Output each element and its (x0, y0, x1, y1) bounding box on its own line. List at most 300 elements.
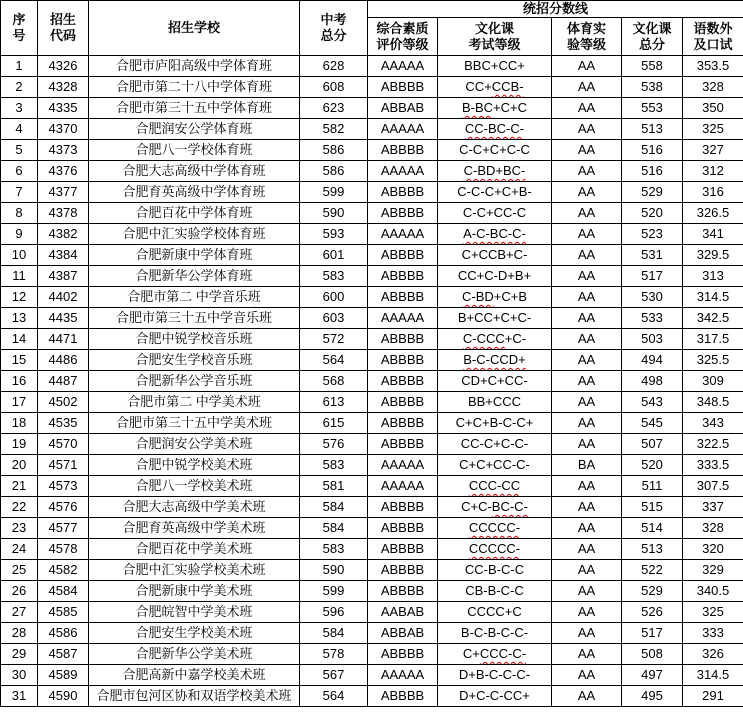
header-sports-grade: 体育实 验等级 (552, 18, 622, 56)
culture-total: 529 (622, 581, 683, 602)
admission-code: 4373 (38, 140, 89, 161)
sports-grade: AA (552, 161, 622, 182)
exam-grade: C+CCC-C- (438, 644, 552, 665)
culture-total: 520 (622, 203, 683, 224)
zhongkao-total: 600 (300, 287, 368, 308)
sports-grade: AA (552, 245, 622, 266)
admission-code: 4326 (38, 56, 89, 77)
zhongkao-total: 601 (300, 245, 368, 266)
row-no: 12 (1, 287, 38, 308)
table-header (1, 1, 743, 56)
school-name: 合肥安生学校美术班 (89, 623, 300, 644)
exam-grade: B-BC+C+C (438, 98, 552, 119)
culture-total: 531 (622, 245, 683, 266)
exam-grade: CC+C-D+B+ (438, 266, 552, 287)
exam-grade: C-C+C+C-C (438, 140, 552, 161)
zhongkao-total: 615 (300, 413, 368, 434)
sports-grade: AA (552, 182, 622, 203)
sports-grade: AA (552, 98, 622, 119)
culture-total: 543 (622, 392, 683, 413)
quality-grade: ABBBB (368, 518, 438, 539)
table-row (1, 665, 743, 686)
school-name: 合肥新华公学体育班 (89, 266, 300, 287)
row-no: 3 (1, 98, 38, 119)
exam-grade: C+C+CC-C- (438, 455, 552, 476)
row-no: 26 (1, 581, 38, 602)
quality-grade: ABBBB (368, 539, 438, 560)
quality-grade: ABBBB (368, 266, 438, 287)
table-row (1, 308, 743, 329)
culture-total: 523 (622, 224, 683, 245)
quality-grade: AAAAA (368, 161, 438, 182)
zhongkao-total: 603 (300, 308, 368, 329)
header-oral-score: 语数外 及口试 (683, 18, 743, 56)
admission-code: 4502 (38, 392, 89, 413)
spellcheck-underline: B-BC (461, 100, 494, 116)
table-row (1, 161, 743, 182)
row-no: 23 (1, 518, 38, 539)
admission-code: 4585 (38, 602, 89, 623)
school-name: 合肥新康中学体育班 (89, 245, 300, 266)
header-school-name: 招生学校 (89, 1, 300, 56)
zhongkao-total: 583 (300, 455, 368, 476)
row-no: 18 (1, 413, 38, 434)
row-no: 7 (1, 182, 38, 203)
sports-grade: AA (552, 119, 622, 140)
zhongkao-total: 586 (300, 161, 368, 182)
exam-grade: CB-B-C-C (438, 581, 552, 602)
sports-grade: AA (552, 329, 622, 350)
exam-grade: C-C+CC-C (438, 203, 552, 224)
row-no: 31 (1, 686, 38, 707)
oral-score: 348.5 (683, 392, 743, 413)
oral-score: 328 (683, 77, 743, 98)
quality-grade: ABBAB (368, 623, 438, 644)
oral-score: 341 (683, 224, 743, 245)
row-no: 13 (1, 308, 38, 329)
table-row (1, 224, 743, 245)
culture-total: 533 (622, 308, 683, 329)
culture-total: 516 (622, 140, 683, 161)
zhongkao-total: 584 (300, 623, 368, 644)
sports-grade: AA (552, 203, 622, 224)
admission-code: 4384 (38, 245, 89, 266)
culture-total: 529 (622, 182, 683, 203)
quality-grade: ABBBB (368, 245, 438, 266)
spellcheck-underline: CCC-CC (468, 478, 521, 494)
culture-total: 503 (622, 329, 683, 350)
row-no: 14 (1, 329, 38, 350)
admission-code: 4376 (38, 161, 89, 182)
spellcheck-underline: B-C-CCD+ (463, 352, 526, 368)
zhongkao-total: 593 (300, 224, 368, 245)
table-row (1, 245, 743, 266)
school-name: 合肥市第三十五中学美术班 (89, 413, 300, 434)
row-no: 10 (1, 245, 38, 266)
oral-score: 314.5 (683, 665, 743, 686)
zhongkao-total: 584 (300, 518, 368, 539)
sports-grade: AA (552, 581, 622, 602)
oral-score: 329 (683, 560, 743, 581)
school-name: 合肥高新中嘉学校美术班 (89, 665, 300, 686)
admission-code: 4471 (38, 329, 89, 350)
quality-grade: ABBBB (368, 581, 438, 602)
sports-grade: AA (552, 266, 622, 287)
zhongkao-total: 584 (300, 497, 368, 518)
sports-grade: AA (552, 392, 622, 413)
sports-grade: AA (552, 413, 622, 434)
admission-code: 4587 (38, 644, 89, 665)
admission-code: 4577 (38, 518, 89, 539)
table-row (1, 602, 743, 623)
school-name: 合肥安生学校音乐班 (89, 350, 300, 371)
sports-grade: AA (552, 140, 622, 161)
oral-score: 309 (683, 371, 743, 392)
exam-grade: C-C-C+C+B- (438, 182, 552, 203)
culture-total: 516 (622, 161, 683, 182)
zhongkao-total: 623 (300, 98, 368, 119)
school-name: 合肥市第二 中学美术班 (89, 392, 300, 413)
table-row (1, 203, 743, 224)
exam-grade: C+C+B-C-C+ (438, 413, 552, 434)
table-row (1, 539, 743, 560)
exam-grade (438, 350, 552, 371)
school-name: 合肥润安公学体育班 (89, 119, 300, 140)
oral-score: 353.5 (683, 56, 743, 77)
exam-grade: CC-B-C-C (438, 560, 552, 581)
exam-grade: D+B-C-C-C- (438, 665, 552, 686)
row-no: 24 (1, 539, 38, 560)
zhongkao-total: 613 (300, 392, 368, 413)
table-row (1, 518, 743, 539)
row-no: 5 (1, 140, 38, 161)
school-name: 合肥百花中学美术班 (89, 539, 300, 560)
oral-score: 333 (683, 623, 743, 644)
table-row (1, 77, 743, 98)
quality-grade: AAAAA (368, 308, 438, 329)
sports-grade: AA (552, 77, 622, 98)
oral-score: 329.5 (683, 245, 743, 266)
sports-grade: AA (552, 539, 622, 560)
row-no: 9 (1, 224, 38, 245)
oral-score: 307.5 (683, 476, 743, 497)
row-no: 1 (1, 56, 38, 77)
row-no: 28 (1, 623, 38, 644)
quality-grade: ABBBB (368, 329, 438, 350)
oral-score: 325 (683, 602, 743, 623)
zhongkao-total: 608 (300, 77, 368, 98)
spellcheck-underline: CCCCC- (468, 541, 521, 557)
oral-score: 312 (683, 161, 743, 182)
table-row (1, 560, 743, 581)
row-no: 2 (1, 77, 38, 98)
sports-grade: BA (552, 455, 622, 476)
header-zhongkao-total: 中考 总分 (300, 1, 368, 56)
culture-total: 494 (622, 350, 683, 371)
sports-grade: AA (552, 56, 622, 77)
exam-grade: B+CC+C+C- (438, 308, 552, 329)
zhongkao-total: 590 (300, 203, 368, 224)
culture-total: 508 (622, 644, 683, 665)
culture-total: 517 (622, 623, 683, 644)
quality-grade: ABBBB (368, 182, 438, 203)
zhongkao-total: 567 (300, 665, 368, 686)
table-row (1, 329, 743, 350)
zhongkao-total: 590 (300, 560, 368, 581)
school-name: 合肥八一学校美术班 (89, 476, 300, 497)
school-name: 合肥八一学校体育班 (89, 140, 300, 161)
table-row (1, 623, 743, 644)
quality-grade: AAAAA (368, 119, 438, 140)
admission-code: 4571 (38, 455, 89, 476)
admission-code: 4573 (38, 476, 89, 497)
row-no: 25 (1, 560, 38, 581)
row-no: 29 (1, 644, 38, 665)
sports-grade: AA (552, 686, 622, 707)
exam-grade: CC+CCB- (438, 77, 552, 98)
admission-code: 4435 (38, 308, 89, 329)
school-name: 合肥中汇实验学校美术班 (89, 560, 300, 581)
exam-grade (438, 224, 552, 245)
admission-code: 4578 (38, 539, 89, 560)
admission-code: 4586 (38, 623, 89, 644)
oral-score: 328 (683, 518, 743, 539)
sports-grade: AA (552, 371, 622, 392)
zhongkao-total: 599 (300, 581, 368, 602)
sports-grade: AA (552, 497, 622, 518)
exam-grade: BBC+CC+ (438, 56, 552, 77)
zhongkao-total: 596 (300, 602, 368, 623)
culture-total: 553 (622, 98, 683, 119)
sports-grade: AA (552, 560, 622, 581)
quality-grade: ABBBB (368, 371, 438, 392)
quality-grade: ABBBB (368, 644, 438, 665)
row-no: 30 (1, 665, 38, 686)
exam-grade: BB+CCC (438, 392, 552, 413)
culture-total: 513 (622, 539, 683, 560)
zhongkao-total: 583 (300, 266, 368, 287)
row-no: 4 (1, 119, 38, 140)
quality-grade: AAAAA (368, 224, 438, 245)
oral-score: 291 (683, 686, 743, 707)
zhongkao-total: 568 (300, 371, 368, 392)
table-row (1, 497, 743, 518)
admission-code: 4486 (38, 350, 89, 371)
exam-grade: D+C-C-CC+ (438, 686, 552, 707)
oral-score: 320 (683, 539, 743, 560)
table-row (1, 371, 743, 392)
culture-total: 522 (622, 560, 683, 581)
quality-grade: ABBBB (368, 686, 438, 707)
oral-score: 350 (683, 98, 743, 119)
row-no: 8 (1, 203, 38, 224)
quality-grade: ABBBB (368, 497, 438, 518)
sports-grade: AA (552, 602, 622, 623)
culture-total: 530 (622, 287, 683, 308)
zhongkao-total: 628 (300, 56, 368, 77)
exam-grade: C-BD+C+B (438, 287, 552, 308)
school-name: 合肥市庐阳高级中学体育班 (89, 56, 300, 77)
sports-grade: AA (552, 665, 622, 686)
zhongkao-total: 586 (300, 140, 368, 161)
oral-score: 314.5 (683, 287, 743, 308)
sports-grade: AA (552, 518, 622, 539)
row-no: 17 (1, 392, 38, 413)
school-name: 合肥大志高级中学体育班 (89, 161, 300, 182)
exam-grade: C+CCB+C- (438, 245, 552, 266)
row-no: 15 (1, 350, 38, 371)
oral-score: 340.5 (683, 581, 743, 602)
oral-score: 333.5 (683, 455, 743, 476)
table-row (1, 56, 743, 77)
admission-code: 4570 (38, 434, 89, 455)
school-name: 合肥育英高级中学美术班 (89, 518, 300, 539)
exam-grade (438, 539, 552, 560)
oral-score: 325 (683, 119, 743, 140)
row-no: 20 (1, 455, 38, 476)
exam-grade: B-C-B-C-C- (438, 623, 552, 644)
admission-code: 4584 (38, 581, 89, 602)
school-name: 合肥市第二十八中学体育班 (89, 77, 300, 98)
row-no: 19 (1, 434, 38, 455)
spellcheck-underline: CCC-C- (479, 646, 527, 662)
school-name: 合肥大志高级中学美术班 (89, 497, 300, 518)
spellcheck-underline: A-C-BC-C- (463, 226, 526, 242)
row-no: 27 (1, 602, 38, 623)
spellcheck-underline: CCB- (491, 79, 524, 95)
school-name: 合肥市第二 中学音乐班 (89, 287, 300, 308)
exam-grade: C+C-BC-C- (438, 497, 552, 518)
exam-grade: C-CCC+C- (438, 329, 552, 350)
culture-total: 520 (622, 455, 683, 476)
quality-grade: ABBBB (368, 434, 438, 455)
school-name: 合肥市第三十五中学音乐班 (89, 308, 300, 329)
quality-grade: AAAAA (368, 455, 438, 476)
culture-total: 511 (622, 476, 683, 497)
school-name: 合肥市包河区协和双语学校美术班 (89, 686, 300, 707)
row-no: 11 (1, 266, 38, 287)
school-name: 合肥育英高级中学体育班 (89, 182, 300, 203)
table-row (1, 392, 743, 413)
quality-grade: AAAAA (368, 476, 438, 497)
admission-code: 4378 (38, 203, 89, 224)
table-row (1, 140, 743, 161)
culture-total: 513 (622, 119, 683, 140)
table-row (1, 119, 743, 140)
school-name: 合肥中锐学校音乐班 (89, 329, 300, 350)
culture-total: 515 (622, 497, 683, 518)
quality-grade: AAAAA (368, 665, 438, 686)
table-body (1, 56, 743, 707)
school-name: 合肥润安公学美术班 (89, 434, 300, 455)
oral-score: 326 (683, 644, 743, 665)
culture-total: 495 (622, 686, 683, 707)
admission-code: 4487 (38, 371, 89, 392)
row-no: 22 (1, 497, 38, 518)
quality-grade: ABBBB (368, 560, 438, 581)
table-row (1, 182, 743, 203)
school-name: 合肥皖智中学美术班 (89, 602, 300, 623)
sports-grade: AA (552, 623, 622, 644)
table-row (1, 413, 743, 434)
school-name: 合肥中汇实验学校体育班 (89, 224, 300, 245)
exam-grade (438, 161, 552, 182)
culture-total: 538 (622, 77, 683, 98)
spellcheck-underline: C-BD (461, 289, 494, 305)
quality-grade: ABBAB (368, 98, 438, 119)
sports-grade: AA (552, 644, 622, 665)
zhongkao-total: 564 (300, 350, 368, 371)
admission-code: 4370 (38, 119, 89, 140)
oral-score: 343 (683, 413, 743, 434)
oral-score: 322.5 (683, 434, 743, 455)
admission-code: 4377 (38, 182, 89, 203)
culture-total: 526 (622, 602, 683, 623)
quality-grade: AAAAA (368, 56, 438, 77)
spellcheck-underline: CCCCC- (468, 520, 521, 536)
zhongkao-total: 572 (300, 329, 368, 350)
culture-total: 558 (622, 56, 683, 77)
table-row (1, 644, 743, 665)
admission-code: 4387 (38, 266, 89, 287)
zhongkao-total: 576 (300, 434, 368, 455)
row-no: 6 (1, 161, 38, 182)
oral-score: 316 (683, 182, 743, 203)
admission-code: 4335 (38, 98, 89, 119)
oral-score: 313 (683, 266, 743, 287)
admission-code: 4582 (38, 560, 89, 581)
zhongkao-total: 582 (300, 119, 368, 140)
oral-score: 317.5 (683, 329, 743, 350)
row-no: 16 (1, 371, 38, 392)
table-row (1, 98, 743, 119)
quality-grade: ABBBB (368, 203, 438, 224)
exam-grade (438, 476, 552, 497)
quality-grade: ABBBB (368, 350, 438, 371)
zhongkao-total: 599 (300, 182, 368, 203)
quality-grade: ABBBB (368, 392, 438, 413)
culture-total: 507 (622, 434, 683, 455)
quality-grade: AABAB (368, 602, 438, 623)
oral-score: 325.5 (683, 350, 743, 371)
sports-grade: AA (552, 476, 622, 497)
table-row (1, 266, 743, 287)
culture-total: 498 (622, 371, 683, 392)
admission-code: 4589 (38, 665, 89, 686)
header-row-no: 序 号 (1, 1, 38, 56)
sports-grade: AA (552, 308, 622, 329)
oral-score: 342.5 (683, 308, 743, 329)
header-unified-admission-line: 统招分数线 (368, 1, 743, 18)
table-row (1, 350, 743, 371)
oral-score: 327 (683, 140, 743, 161)
quality-grade: ABBBB (368, 287, 438, 308)
culture-total: 497 (622, 665, 683, 686)
culture-total: 545 (622, 413, 683, 434)
school-name: 合肥新康中学美术班 (89, 581, 300, 602)
zhongkao-total: 578 (300, 644, 368, 665)
spellcheck-underline: BC-C- (491, 499, 528, 515)
exam-grade (438, 518, 552, 539)
culture-total: 517 (622, 266, 683, 287)
exam-grade: CD+C+CC- (438, 371, 552, 392)
table-row (1, 581, 743, 602)
school-name: 合肥市第三十五中学体育班 (89, 98, 300, 119)
admission-code: 4590 (38, 686, 89, 707)
zhongkao-total: 564 (300, 686, 368, 707)
admission-code: 4402 (38, 287, 89, 308)
exam-grade: CC-C+C-C- (438, 434, 552, 455)
